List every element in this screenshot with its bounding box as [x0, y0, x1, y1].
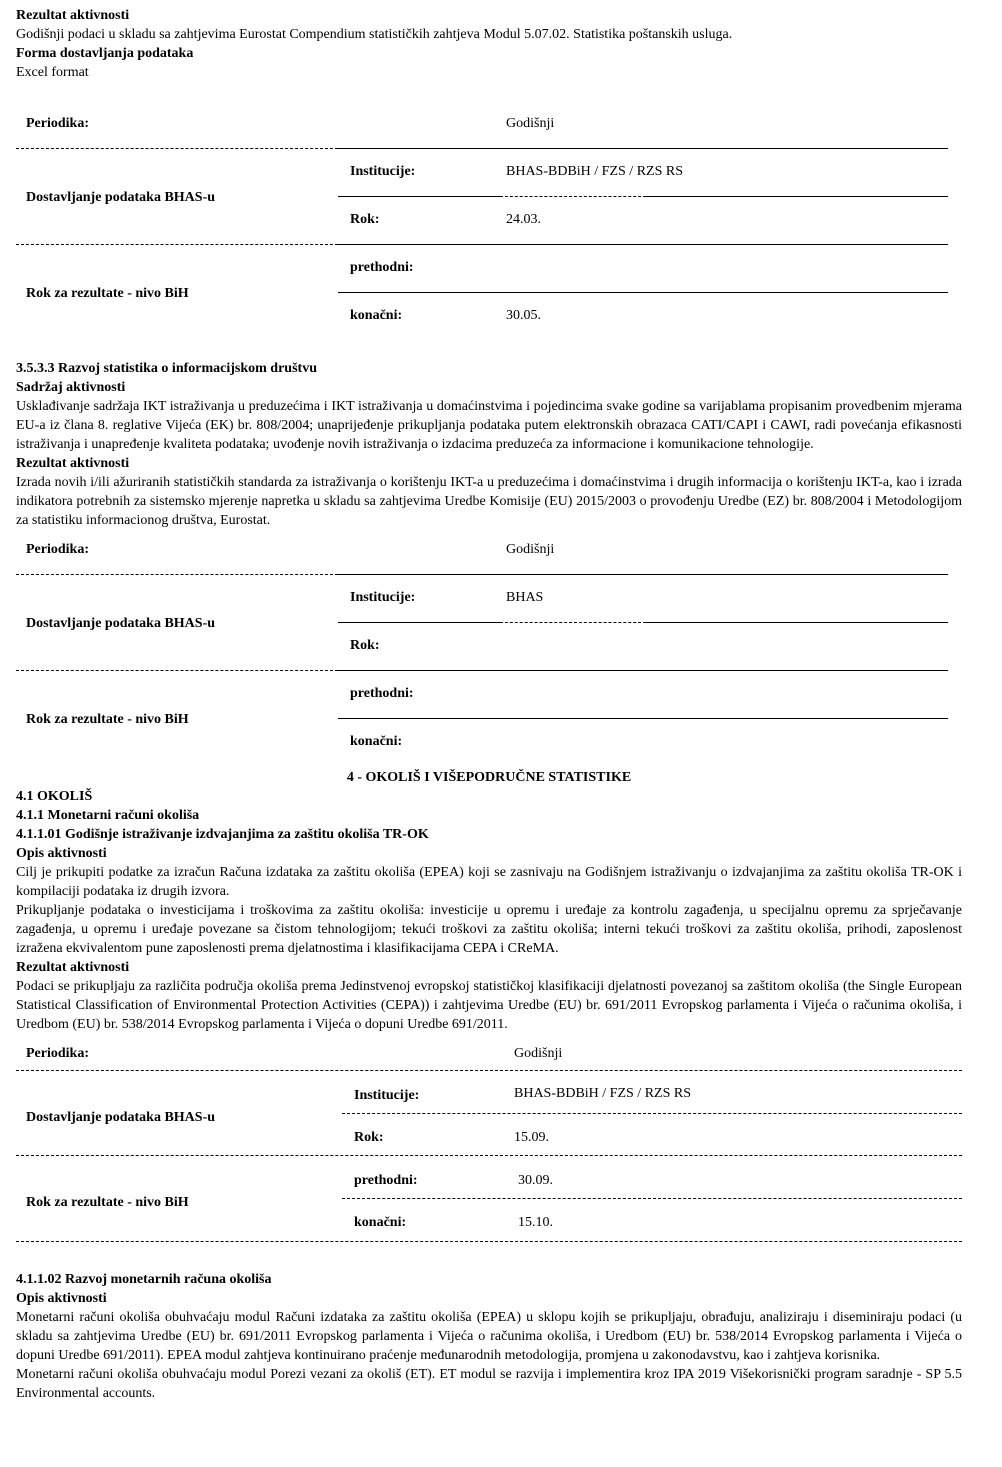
periodika-value: Godišnji [506, 116, 555, 131]
periodika-label: Periodika: [26, 542, 89, 557]
prethodni-label: prethodni: [354, 1173, 418, 1188]
divider [646, 196, 948, 197]
divider [338, 622, 500, 623]
result-text: Izrada novih i/ili ažuriranih statističkih standarda za istraživanja o korištenju IKT-a u preduzećima i domaćinstvima i drugih informacija o korištenju IKT-a, kao i izrada indikatora potrebnih za sistemsko mjerenje napretka u skladu sa zahtjevima Uredbe Komisije (EU) 2015/2003 o provođenju Uredbe (EZ) br. 808/2004 i Metodologijom za statistiku informacionog društva, Eurostat. [16, 475, 962, 528]
divider [342, 1198, 962, 1199]
divider [16, 670, 338, 671]
konacni-label: konačni: [350, 734, 403, 749]
section-title: 3.5.3.3 Razvoj statistika o informacijskom društvu [16, 361, 317, 376]
divider [16, 1155, 962, 1156]
institucije-value: BHAS-BDBiH / FZS / RZS RS [506, 164, 683, 179]
rok-value: 24.03. [506, 212, 541, 227]
divider [16, 1070, 962, 1071]
divider [16, 574, 338, 575]
institucije-value: BHAS [506, 590, 544, 605]
divider [16, 148, 338, 149]
section-title: 4.1 OKOLIŠ [16, 789, 93, 804]
result-heading: Rezultat aktivnosti [16, 960, 130, 975]
rok-label: Rok: [354, 1130, 384, 1145]
description-text: Prikupljanje podataka o investicijama i troškovima za zaštitu okoliša: investicije u opremu i uređaje za kontrolu zagađenja, u specijalnu opremu za sprječavanje zagađenja, u opremu i uređaje povezane sa čistom tehnologijom; tekući troškovi za zaštitu okoliša; interni tekući troškovi za zaštitu okoliša, prihodi, zaposlenost izražena ekvivalentom pune zaposlenosti prema djelatnostima i klasifikacijama CEPA i CReMA. [16, 903, 962, 956]
description-text: Monetarni računi okoliša obuhvaćaju modul Računi izdataka za zaštitu okoliša (EPEA) u sklopu kojih se prikupljaju, obrađuju, analiziraju i diseminiraju podaci (u skladu sa zahtjevima Uredbe (EU) br. 691/2011 Evropskog parlamenta i Vijeća o računima okoliša, i Uredbom (EU) br. 538/2014 Evropskog parlamenta i Vijeća o dopuni Uredbe 691/2011). EPEA modul zahtjeva kontinuirano praćenje međunarodnih metodologija, promjena u zakonodavstvu, kao i zahtjeva korisnika. [16, 1310, 962, 1363]
dostavljanje-label: Dostavljanje podataka BHAS-u [26, 616, 216, 631]
rok-label: Rok: [350, 638, 380, 653]
schedule-table-1 [16, 108, 962, 353]
periodika-label: Periodika: [26, 116, 89, 131]
prethodni-label: prethodni: [350, 686, 414, 701]
divider [338, 196, 500, 197]
description-text: Monetarni računi okoliša obuhvaćaju modul Porezi vezani za okoliš (ET). ET modul se razvija i implementira kroz IPA 2019 Višekorisnički program saradnje - SP 5.5 Environmental accounts. [16, 1367, 962, 1401]
rok-rezultate-label: Rok za rezultate - nivo BiH [26, 712, 189, 727]
institucije-value: BHAS-BDBiH / FZS / RZS RS [514, 1086, 691, 1101]
result-heading: Rezultat aktivnosti [16, 8, 130, 23]
document-page [16, 6, 962, 1403]
institucije-label: Institucije: [350, 590, 416, 605]
schedule-table-2 [16, 534, 962, 766]
periodika-label: Periodika: [26, 1046, 89, 1061]
divider [16, 244, 338, 245]
konacni-label: konačni: [354, 1215, 407, 1230]
dostavljanje-label: Dostavljanje podataka BHAS-u [26, 1110, 216, 1125]
konacni-value: 30.05. [506, 308, 541, 323]
description-heading: Opis aktivnosti [16, 846, 107, 861]
divider [338, 670, 948, 671]
periodika-value: Godišnji [506, 542, 555, 557]
result-heading: Rezultat aktivnosti [16, 456, 130, 471]
description-heading: Opis aktivnosti [16, 1291, 107, 1306]
divider [338, 244, 948, 245]
schedule-table-3 [16, 1038, 962, 1270]
konacni-label: konačni: [350, 308, 403, 323]
content-heading: Sadržaj aktivnosti [16, 380, 126, 395]
result-text: Podaci se prikupljaju za različita područja okoliša prema Jedinstvenoj evropskoj statističkoj klasifikaciji djelatnosti povezanoj sa zaštitom okoliša (the Single European Statistical Classification of Environmental Protection Activities (CEPA)) i zahtjevima Uredbe (EU) br. 691/2011 Evropskog parlamenta i Vijeća o računima okoliša, i Uredbom (EU) br. 538/2014 Evropskog parlamenta i Vijeća o dopuni Uredbe 691/2011. [16, 979, 962, 1032]
rok-value: 15.09. [514, 1130, 549, 1145]
result-text: Godišnji podaci u skladu sa zahtjevima Eurostat Compendium statističkih zahtjeva Modul 5.07.02. Statistika poštanskih usluga. [16, 27, 733, 42]
prethodni-value: 30.09. [518, 1173, 553, 1188]
divider [338, 148, 948, 149]
divider [500, 622, 646, 623]
divider [500, 196, 646, 197]
divider [16, 1241, 962, 1242]
divider [338, 292, 948, 293]
divider [338, 574, 948, 575]
section-title: 4.1.1.01 Godišnje istraživanje izdvajanjima za zaštitu okoliša TR-OK [16, 827, 429, 842]
description-text: Cilj je prikupiti podatke za izračun Računa izdataka za zaštitu okoliša (EPEA) koji se zasnivaju na Godišnjem istraživanju o izdvajanjima za zaštitu okoliša TR-OK i kompilaciji podataka iz drugih izvora. [16, 865, 962, 899]
divider [342, 1113, 962, 1114]
periodika-value: Godišnji [514, 1046, 563, 1061]
konacni-value: 15.10. [518, 1215, 553, 1230]
divider [338, 718, 948, 719]
rok-rezultate-label: Rok za rezultate - nivo BiH [26, 286, 189, 301]
rok-label: Rok: [350, 212, 380, 227]
chapter-title: 4 - OKOLIŠ I VIŠEPODRUČNE STATISTIKE [346, 770, 632, 785]
institucije-label: Institucije: [350, 164, 416, 179]
prethodni-label: prethodni: [350, 260, 414, 275]
dostavljanje-label: Dostavljanje podataka BHAS-u [26, 190, 216, 205]
section-title: 4.1.1.02 Razvoj monetarnih računa okoliša [16, 1272, 272, 1287]
format-heading: Forma dostavljanja podataka [16, 46, 194, 61]
section-title: 4.1.1 Monetarni računi okoliša [16, 808, 200, 823]
divider [646, 622, 948, 623]
institucije-label: Institucije: [354, 1088, 420, 1103]
format-text: Excel format [16, 65, 89, 80]
content-text: Usklađivanje sadržaja IKT istraživanja u preduzećima i IKT istraživanja u domaćinstvima i pojedincima svake godine sa varijablama propisanim provedbenim mjerama EU-a iz člana 8. reglative Vijeća (EK) br. 808/2004; unaprijeđenje prikupljanja podataka putem elektronskih obrazaca CATI/CAPI i CAWI, radi povećanja efikasnosti istraživanja i unapređenje kvaliteta podataka; uvođenje novih istraživanja o izdacima preduzeća za informacione i komunikacione tehnologije. [16, 399, 962, 452]
rok-rezultate-label: Rok za rezultate - nivo BiH [26, 1195, 189, 1210]
